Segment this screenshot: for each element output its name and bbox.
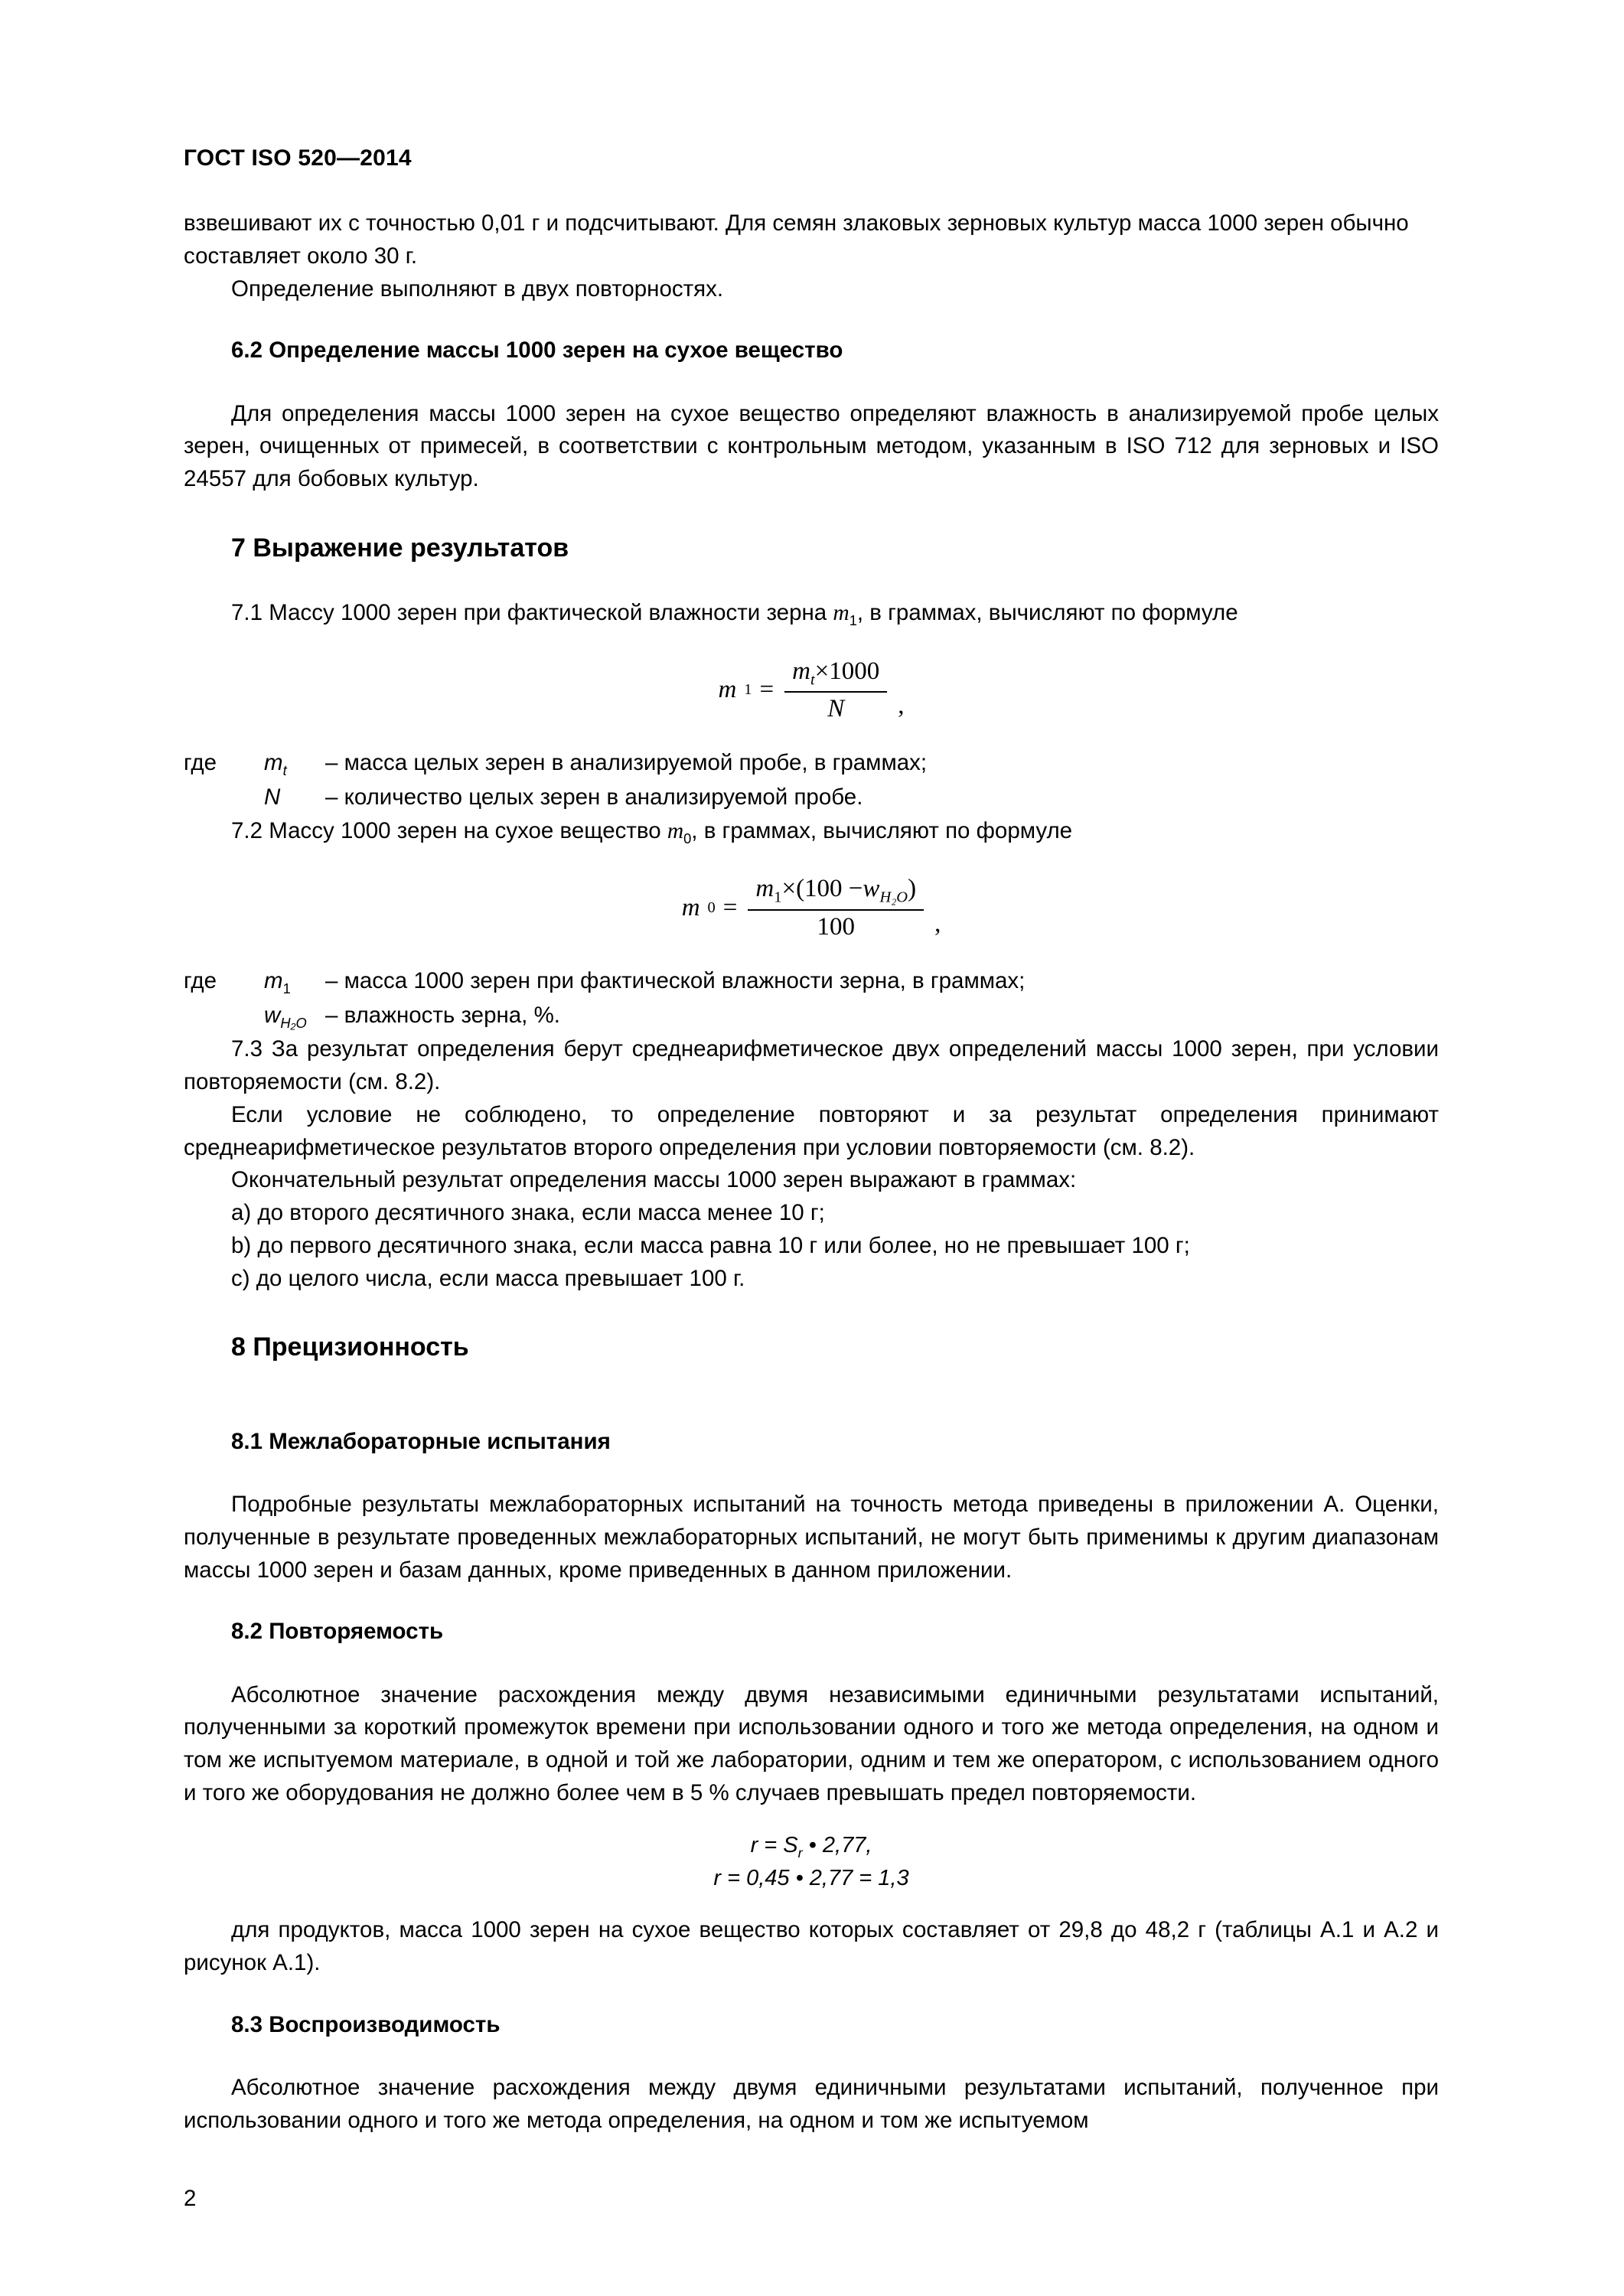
where-line-N — [184, 781, 1439, 814]
where-symbol-mt-sub: t — [282, 762, 287, 779]
paragraph-7-2 — [184, 815, 1439, 849]
formula-m0-num-w: w — [863, 875, 880, 903]
where-desc-mt: масса целых зерен в анализируемой пробе, в граммах; — [344, 750, 928, 776]
heading-8-2: 8.2 Повторяемость — [231, 1619, 444, 1645]
formula-m0-equals: = — [722, 893, 738, 921]
heading-8-3: 8.3 Воспроизводимость — [231, 2011, 501, 2037]
formula-m1-denominator: N — [827, 695, 845, 723]
formula-m0-fraction — [748, 875, 924, 941]
formula-m1 — [184, 657, 1439, 724]
where-line-m1 — [184, 964, 1439, 999]
paragraph-8-2: Абсолютное значение расхождения между двумя независимыми единичными результатами испытаний, полученными за короткий промежуток времени при использовании одного и того же метода определения, на одном и том же испытуемом материале, в одной и той же лаборатории, одним и тем же оператором, с использованием одного и того же оборудования не должно более чем в 5 % случаев превышать предел повторяемости. — [184, 1681, 1439, 1805]
spacer — [184, 565, 1439, 597]
where-symbol-m1-var: m — [264, 967, 283, 993]
formula-r-lhs: r = S — [750, 1832, 798, 1857]
paragraph-8-3: Абсолютное значение расхождения между двумя единичными результатами испытаний, полученное при использовании одного и того же метода определения, на одном и том же испытуемом — [184, 2075, 1439, 2133]
paragraph-7-2-prefix: 7.2 Массу 1000 зерен на сухое вещество — [231, 817, 667, 843]
symbol-m1: m — [833, 601, 850, 626]
paragraph-8-1: Подробные результаты межлабораторных испытаний на точность метода приведены в приложении А. Оценки, полученные в результате проведенных межлабораторных испытаний, не могут быть применимы к другим диапазонам массы 1000 зерен и базам данных, кроме приведенных в данном приложении. — [184, 1492, 1439, 1583]
spacer — [184, 1365, 1439, 1397]
spacer — [184, 366, 1439, 398]
formula-repeatability — [184, 1830, 1439, 1895]
spacer — [184, 1647, 1439, 1679]
where-symbol-mt-var: m — [264, 750, 283, 776]
formula-m0-num-w-sub: H₂O — [879, 889, 908, 906]
page-number: 2 — [184, 2186, 197, 2211]
formula-m0-num-var: m — [755, 875, 774, 903]
formula-m1-tail: , — [898, 692, 905, 720]
where-text-w: – влажность зерна, %. — [325, 1003, 560, 1029]
heading-8-1: 8.1 Межлабораторные испытания — [231, 1428, 611, 1454]
paragraph-6-2: Для определения массы 1000 зерен на сухое вещество определяют влажность в анализируемой пробе целых зерен, очищенных от примесей, в соответствии с контрольным методом, указанным в ISO 712 для зерновых и ISO 24557 для бобовых культур. — [184, 400, 1439, 492]
paragraph-7-1-suffix: , в граммах, вычисляют по формуле — [856, 600, 1238, 626]
paragraph-7-3: 7.3 За результат определения берут среднеарифметическое двух определений массы 1000 зерен, при условии повторяемости (см. 8.2). — [184, 1036, 1439, 1095]
formula-m1-lhs-sub: 1 — [744, 681, 752, 699]
paragraph-7-2-suffix: , в граммах, вычисляют по формуле — [691, 817, 1073, 843]
heading-8: 8 Прецизионность — [231, 1332, 469, 1362]
paragraph-repeat: Определение выполняют в двух повторностях. — [231, 276, 724, 302]
formula-m0-num-open: (100 − — [796, 875, 863, 903]
paragraph-7-1-prefix: 7.1 Массу 1000 зерен при фактической влажности зерна — [231, 600, 833, 626]
formula-repeatability-line2: r = 0,45 • 2,77 = 1,3 — [713, 1866, 909, 1891]
spacer — [184, 1456, 1439, 1489]
where-symbol-m1 — [264, 964, 325, 999]
paragraph-7-3b: Если условие не соблюдено, то определение повторяют и за результат определения принимают среднеарифметическое результатов второго определения при условии повторяемости (см. 8.2). — [184, 1101, 1439, 1160]
formula-m1-num-value: 1000 — [829, 657, 880, 685]
where-symbol-w-var: w — [264, 1003, 281, 1029]
formula-r-sub: r — [797, 1844, 803, 1861]
where-symbol-N: N — [264, 784, 281, 810]
where-keyword-2: где — [184, 967, 217, 993]
where-dash-mt: – — [325, 750, 344, 776]
formula-m0-lhs: m — [681, 893, 700, 921]
symbol-m0-subscript: 0 — [683, 830, 692, 846]
symbol-m1-subscript: 1 — [849, 612, 857, 629]
formula-m0-num-times: × — [781, 875, 797, 903]
formula-m1-num-sub: t — [810, 671, 815, 689]
where-symbol-w — [264, 999, 325, 1033]
list-item: b) до первого десятичного знака, если масса равна 10 г или более, но не превышает 100 г; — [231, 1232, 1190, 1258]
formula-r-rhs: • 2,77, — [802, 1832, 872, 1857]
formula-m0-denominator: 100 — [817, 912, 855, 941]
where-symbol-w-sub: H₂O — [280, 1014, 307, 1031]
where-line-w — [184, 999, 1439, 1033]
paragraph-intro: взвешивают их с точностью 0,01 г и подсчитывают. Для семян злаковых зерновых культур масса 1000 зерен обычно составляет около 30 г. — [184, 210, 1409, 269]
spacer — [184, 2040, 1439, 2072]
formula-m0-numerator — [748, 875, 924, 911]
formula-m0-num-close: ) — [908, 875, 917, 903]
formula-m1-fraction — [784, 657, 887, 724]
formula-m1-num-times: × — [814, 657, 830, 685]
paragraph-final-intro: Окончательный результат определения массы 1000 зерен выражают в граммах: — [231, 1167, 1077, 1193]
list-item: a) до второго десятичного знака, если масса менее 10 г; — [231, 1200, 825, 1226]
where-text-N: – количество целых зерен в анализируемой пробе. — [325, 784, 863, 810]
page-content — [184, 145, 1439, 2138]
paragraph-7-1 — [184, 597, 1439, 631]
formula-m0 — [184, 875, 1439, 941]
formula-m1-equals: = — [759, 676, 774, 704]
formula-m0-lhs-sub: 0 — [707, 899, 716, 916]
where-symbol-m1-sub: 1 — [282, 980, 291, 996]
formula-m1-num-var: m — [792, 657, 810, 685]
heading-6-2: 6.2 Определение массы 1000 зерен на сухое вещество — [231, 338, 843, 364]
where-line-mt — [184, 746, 1439, 781]
formula-m1-numerator — [784, 657, 887, 693]
document-header: ГОСТ ISO 520—2014 — [184, 145, 412, 171]
where-text-m1: – масса 1000 зерен при фактической влажности зерна, в граммах; — [325, 967, 1026, 993]
list-item: c) до целого числа, если масса превышает 100 г. — [231, 1265, 745, 1291]
where-symbol-mt — [264, 746, 325, 781]
formula-m1-lhs: m — [718, 676, 737, 704]
formula-m0-tail: , — [934, 909, 941, 938]
where-text-mt — [325, 746, 1439, 780]
formula-repeatability-line1 — [184, 1830, 1439, 1863]
where-keyword: где — [184, 750, 217, 776]
formula-m0-num-sub: 1 — [774, 889, 782, 906]
symbol-m0: m — [667, 818, 684, 843]
paragraph-8-2b: для продуктов, масса 1000 зерен на сухое вещество которых составляет от 29,8 до 48,2 г (таблицы А.1 и А.2 и рисунок А.1). — [184, 1917, 1439, 1975]
heading-7: 7 Выражение результатов — [231, 533, 569, 563]
